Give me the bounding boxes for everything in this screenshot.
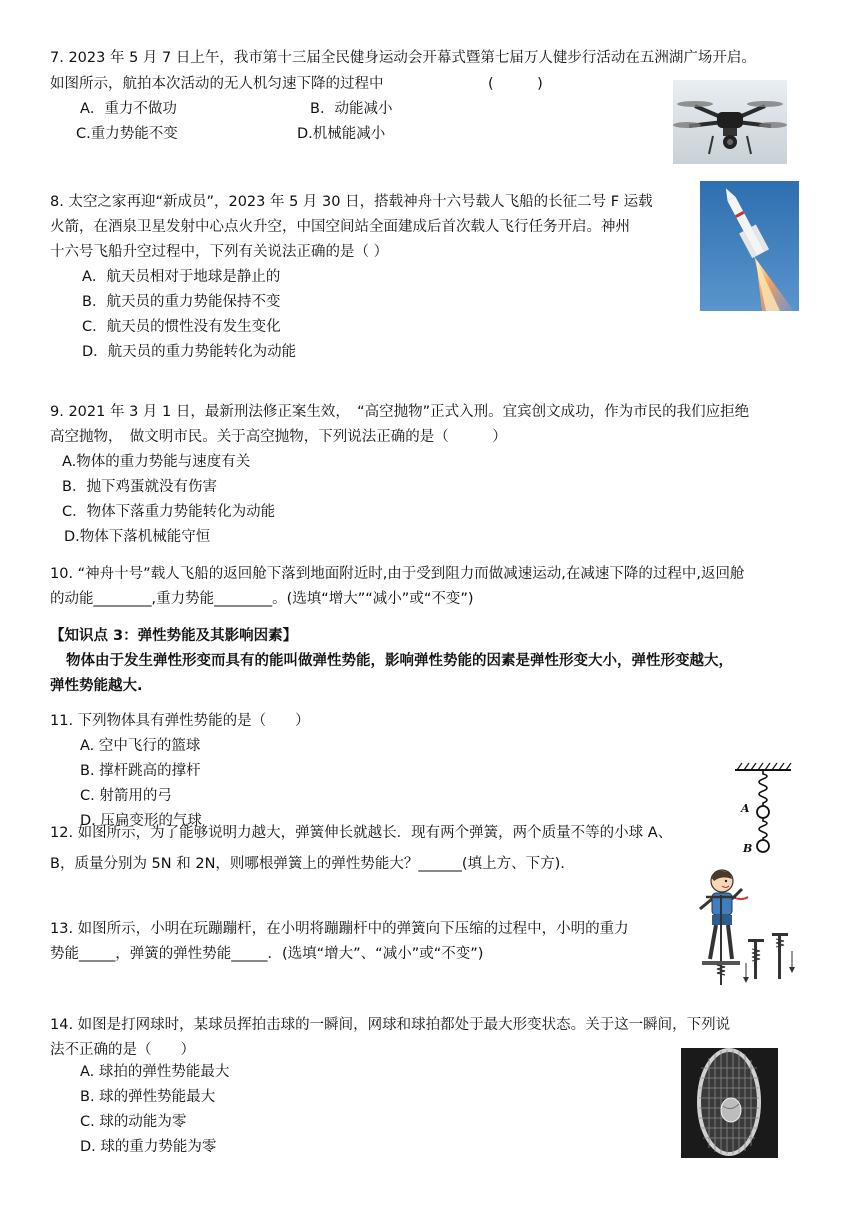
q8-option-c: C．航天员的惯性没有发生变化: [82, 319, 281, 335]
q8-line1: 8. 太空之家再迎“新成员”，2023 年 5 月 30 日，搭载神舟十六号载人飞船的长征二号 F 运载: [50, 194, 653, 210]
q11-option-b: B. 撑杆跳高的撑杆: [80, 763, 201, 779]
rocket-launch-photo: [700, 181, 799, 311]
knowledge-point-3-text-2: 弹性势能越大.: [50, 678, 143, 694]
ball-b-label: B: [743, 842, 753, 854]
q7-option-a: A．重力不做功: [80, 101, 177, 117]
q9-option-c: C．物体下落重力势能转化为动能: [62, 504, 276, 520]
tennis-racket-photo: [681, 1048, 778, 1158]
q8-option-b: B．航天员的重力势能保持不变: [82, 294, 281, 310]
q11-line1: 11. 下列物体具有弹性势能的是（ ）: [50, 713, 310, 729]
q8-option-a: A．航天员相对于地球是静止的: [82, 269, 281, 285]
q12-line1: 12. 如图所示，为了能够说明力越大，弹簧伸长就越长．现有两个弹簧，两个质量不等的小球 A、: [50, 825, 673, 841]
q8-option-d: D．航天员的重力势能转化为动能: [82, 344, 297, 360]
q10-line1: 10. “神舟十号”载人飞船的返回舱下落到地面附近时,由于受到阻力而做减速运动,在减速下降的过程中,返回舱: [50, 566, 745, 582]
q14-option-a: A. 球拍的弹性势能最大: [80, 1064, 230, 1080]
q7-option-b: B．动能减小: [310, 101, 393, 117]
q8-line3: 十六号飞船升空过程中，下列有关说法正确的是（ ）: [50, 244, 389, 260]
q14-line2: 法不正确的是（ ）: [50, 1042, 195, 1058]
knowledge-point-3-title: 【知识点 3：弹性势能及其影响因素】: [50, 628, 298, 644]
drone-photo: [673, 80, 787, 164]
q9-line2: 高空抛物， 做文明市民。关于高空抛物，下列说法正确的是（ ）: [50, 429, 507, 445]
q9-option-b: B．抛下鸡蛋就没有伤害: [62, 479, 217, 495]
q13-line1: 13. 如图所示，小明在玩蹦蹦杆，在小明将蹦蹦杆中的弹簧向下压缩的过程中，小明的重力: [50, 921, 629, 937]
q11-option-a: A. 空中飞行的篮球: [80, 738, 201, 754]
q10-line2: 的动能________,重力势能________。(选填“增大”“减小”或“不变”): [50, 591, 474, 607]
q14-option-b: B. 球的弹性势能最大: [80, 1089, 216, 1105]
q14-option-c: C. 球的动能为零: [80, 1114, 187, 1130]
q7-line1: 7. 2023 年 5 月 7 日上午，我市第十三届全民健身运动会开幕式暨第七届万人健步行活动在五洲湖广场开启。: [50, 50, 756, 66]
q9-line1: 9. 2021 年 3 月 1 日，最新刑法修正案生效， “高空抛物”正式入刑。宜宾创文成功，作为市民的我们应拒绝: [50, 404, 750, 420]
q11-option-d: D. 压扁变形的气球: [80, 813, 202, 829]
q12-line2: B，质量分别为 5N 和 2N，则哪根弹簧上的弹性势能大？______(填上方、下方).: [50, 856, 565, 872]
knowledge-point-3-text-1: 物体由于发生弹性形变而具有的能叫做弹性势能，影响弹性势能的因素是弹性形变大小，弹性形变越大，: [66, 653, 733, 669]
ball-a-label: A: [741, 802, 750, 815]
q14-option-d: D. 球的重力势能为零: [80, 1139, 217, 1155]
pogo-stick-illustration: [692, 867, 802, 989]
q9-option-d: D.物体下落机械能守恒: [64, 529, 211, 545]
q13-line2: 势能_____，弹簧的弹性势能_____．(选填“增大”、“减小”或“不变”): [50, 946, 484, 962]
q7-line2: 如图所示，航拍本次活动的无人机匀速下降的过程中: [50, 76, 384, 92]
q11-option-c: C. 射箭用的弓: [80, 788, 172, 804]
q7-option-c: C.重力势能不变: [76, 126, 178, 142]
q7-option-d: D.机械能减小: [297, 126, 386, 142]
spring-diagram: [733, 760, 793, 854]
q8-line2: 火箭，在酒泉卫星发射中心点火升空，中国空间站全面建成后首次载人飞行任务开启。神州: [50, 219, 630, 235]
q7-answer-paren: ( ): [488, 76, 543, 92]
q9-option-a: A.物体的重力势能与速度有关: [62, 454, 251, 470]
q14-line1: 14. 如图是打网球时，某球员挥拍击球的一瞬间，网球和球拍都处于最大形变状态。关于这一瞬间，下列说: [50, 1017, 731, 1033]
